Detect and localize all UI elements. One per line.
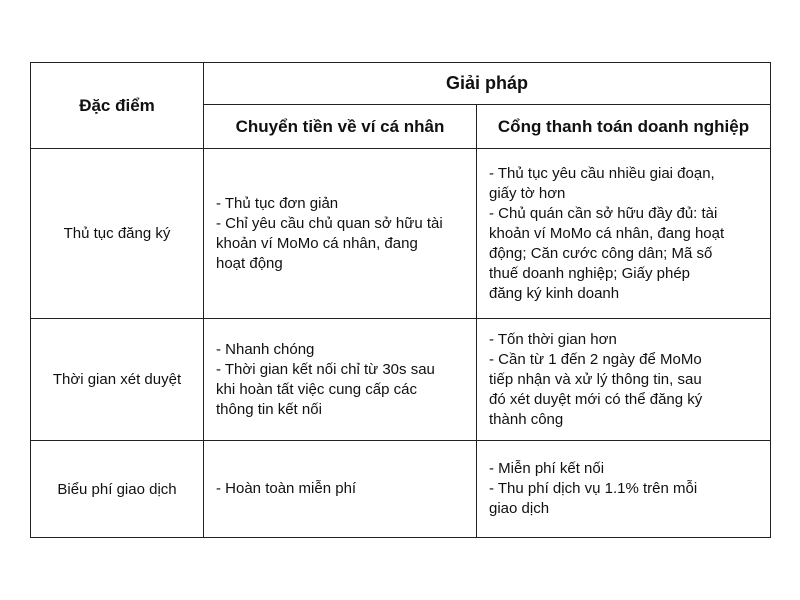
solution-header: Giải pháp bbox=[204, 63, 771, 105]
feature-cell: Thủ tục đăng ký bbox=[31, 149, 204, 319]
cell-text bbox=[477, 330, 770, 430]
text-line: thành công bbox=[489, 410, 564, 428]
business-gateway-header: Cổng thanh toán doanh nghiệp bbox=[477, 105, 771, 149]
business-cell bbox=[477, 149, 771, 319]
personal-cell bbox=[204, 319, 477, 441]
table-row bbox=[31, 441, 771, 538]
cell-text bbox=[477, 459, 770, 519]
business-cell bbox=[477, 441, 771, 538]
text-line: - Chỉ yêu cầu chủ quan sở hữu tài bbox=[216, 214, 443, 232]
text-line: giao dịch bbox=[489, 500, 550, 517]
text-line: thông tin kết nối bbox=[216, 400, 322, 418]
feature-header: Đặc điểm bbox=[31, 63, 204, 149]
table-row bbox=[31, 149, 771, 319]
text-line: - Chủ quán cần sở hữu đầy đủ: tài bbox=[489, 204, 718, 222]
feature-cell: Biểu phí giao dịch bbox=[31, 441, 204, 538]
text-line: thuế doanh nghiệp; Giấy phép bbox=[489, 264, 690, 282]
text-line: động; Căn cước công dân; Mã số bbox=[489, 244, 713, 262]
cell-text bbox=[204, 194, 476, 274]
cell-text bbox=[204, 340, 476, 420]
text-line: tiếp nhận và xử lý thông tin, sau bbox=[489, 370, 702, 388]
text-line: - Thời gian kết nối chỉ từ 30s sau bbox=[216, 360, 435, 378]
text-line: - Hoàn toàn miễn phí bbox=[216, 480, 357, 497]
text-line: - Thu phí dịch vụ 1.1% trên mỗi bbox=[489, 480, 698, 497]
text-line: - Tốn thời gian hơn bbox=[489, 330, 617, 348]
text-line: - Thủ tục yêu cầu nhiều giai đoạn, bbox=[489, 164, 715, 182]
cell-text bbox=[477, 164, 770, 304]
text-line: - Cần từ 1 đến 2 ngày để MoMo bbox=[489, 350, 702, 368]
text-line: giấy tờ hơn bbox=[489, 184, 566, 202]
comparison-table bbox=[30, 62, 771, 538]
text-line: đăng ký kinh doanh bbox=[489, 284, 620, 302]
text-line: - Thủ tục đơn giản bbox=[216, 194, 339, 212]
text-line: đó xét duyệt mới có thể đăng ký bbox=[489, 390, 703, 408]
text-line: khoản ví MoMo cá nhân, đang hoạt bbox=[489, 224, 725, 242]
text-line: khi hoàn tất việc cung cấp các bbox=[216, 380, 417, 398]
text-line: hoạt động bbox=[216, 254, 283, 272]
text-line: khoản ví MoMo cá nhân, đang bbox=[216, 234, 418, 252]
feature-cell: Thời gian xét duyệt bbox=[31, 319, 204, 441]
personal-wallet-header: Chuyển tiền về ví cá nhân bbox=[204, 105, 477, 149]
text-line: - Nhanh chóng bbox=[216, 340, 315, 358]
header-row bbox=[31, 63, 771, 105]
personal-cell bbox=[204, 149, 477, 319]
table-row bbox=[31, 319, 771, 441]
text-line: - Miễn phí kết nối bbox=[489, 460, 605, 477]
business-cell bbox=[477, 319, 771, 441]
cell-text bbox=[204, 479, 476, 499]
personal-cell bbox=[204, 441, 477, 538]
